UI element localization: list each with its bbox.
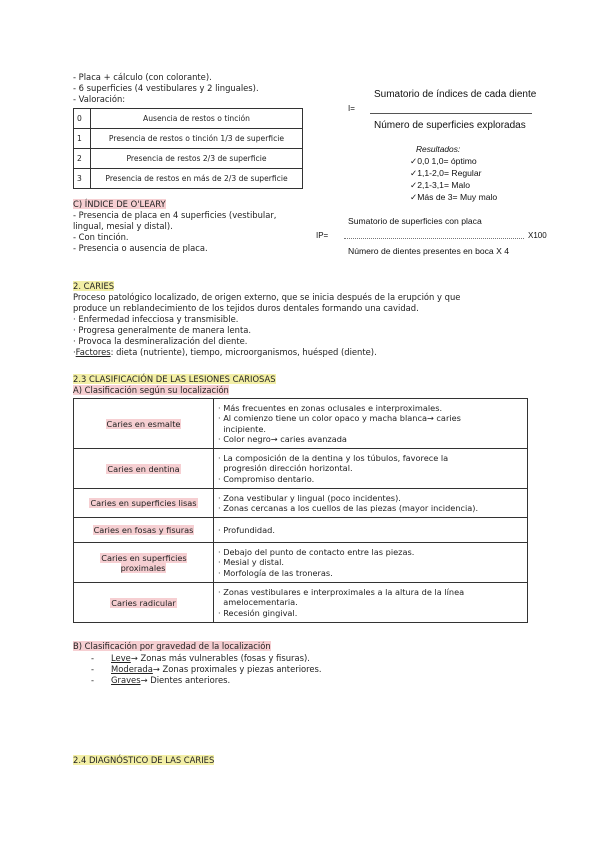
- caries-factors: ·Factores: dieta (nutriente), tiempo, microorganismos, huésped (diente).: [73, 347, 377, 357]
- table-row: [74, 489, 528, 518]
- table-row: [74, 129, 303, 149]
- oleary-line-3: - Con tinción.: [73, 232, 129, 242]
- description-cell: Presencia de restos en más de 2/3 de superficie: [91, 169, 303, 189]
- checkmark-icon: ✓: [410, 180, 418, 190]
- caries-description-cell: · Profundidad.: [214, 518, 528, 543]
- table-row: [74, 583, 528, 623]
- description-cell: Presencia de restos 2/3 de superficie: [91, 149, 303, 169]
- caries-para-line-2: produce un reblandecimiento de los tejidos duros dentales formando una cavidad.: [73, 303, 419, 313]
- formula-ip: [316, 214, 556, 264]
- results-title: Resultados:: [416, 144, 461, 154]
- fraction-bar: [344, 238, 524, 239]
- caries-para-line-1: Proceso patológico localizado, de origen externo, que se inicia después de la erupción y que: [73, 292, 461, 302]
- classification-sub-b: B) Clasificación por gravedad de la localización: [73, 641, 271, 651]
- description-cell: Ausencia de restos o tinción: [91, 109, 303, 129]
- caries-classification-table: [73, 398, 528, 623]
- oleary-line-2: lingual, mesial y distal).: [73, 221, 173, 231]
- classification-heading: 2.3 CLASIFICACIÓN DE LAS LESIONES CARIOSAS: [73, 374, 276, 384]
- gravity-item-graves: - Graves→ Dientes anteriores.: [91, 675, 231, 685]
- table-row: [74, 543, 528, 583]
- diagnosis-heading: 2.4 DIAGNÓSTICO DE LAS CARIES: [73, 755, 215, 765]
- results-box: [410, 144, 497, 203]
- table-row: [74, 518, 528, 543]
- valuation-table: [73, 108, 303, 189]
- caries-bullet-3: · Provoca la desmineralización del diente.: [73, 336, 248, 346]
- caries-description-cell: · La composición de la dentina y los túbulos, favorece la progresión dirección horizontal. · Compromiso dentario.: [214, 449, 528, 489]
- caries-description-cell: · Zonas vestibulares e interproximales a la altura de la línea amelocementaria. · Recesión gingival.: [214, 583, 528, 623]
- result-item: ✓0,0 1,0= óptimo: [410, 156, 477, 166]
- table-row: [74, 109, 303, 129]
- caries-heading: 2. CARIES: [73, 281, 115, 291]
- caries-bullet-2: · Progresa generalmente de manera lenta.: [73, 325, 252, 335]
- classification-sub-a: A) Clasificación según su localización: [73, 385, 229, 395]
- caries-type-cell: Caries en dentina: [74, 449, 214, 489]
- table-row: [74, 399, 528, 449]
- gravity-item-moderada: - Moderada→ Zonas proximales y piezas anteriores.: [91, 664, 322, 674]
- caries-type-cell: Caries en superficies proximales: [74, 543, 214, 583]
- value-cell: 3: [74, 169, 91, 189]
- intro-line-3: - Valoración:: [73, 94, 126, 104]
- caries-type-cell: Caries en esmalte: [74, 399, 214, 449]
- intro-line-2: - 6 superficies (4 vestibulares y 2 linguales).: [73, 83, 259, 93]
- formula-i-numerator: Sumatorio de índices de cada diente: [374, 89, 537, 100]
- formula-ip-factor: X100: [528, 231, 547, 240]
- gravity-item-leve: - Leve→ Zonas más vulnerables (fosas y fisuras).: [91, 653, 310, 663]
- caries-description-cell: · Zona vestibular y lingual (poco incidentes). · Zonas cercanas a los cuellos de las piezas (mayor incidencia).: [214, 489, 528, 518]
- result-item: ✓1,1-2,0= Regular: [410, 168, 482, 178]
- checkmark-icon: ✓: [410, 168, 418, 178]
- oleary-heading: C) ÍNDICE DE O'LEARY: [73, 199, 166, 209]
- oleary-line-4: - Presencia o ausencia de placa.: [73, 243, 208, 253]
- caries-description-cell: · Debajo del punto de contacto entre las piezas. · Mesial y distal. · Morfología de las troneras.: [214, 543, 528, 583]
- caries-type-cell: Caries en superficies lisas: [74, 489, 214, 518]
- formula-i-denominator: Número de superficies exploradas: [374, 120, 526, 131]
- description-cell: Presencia de restos o tinción 1/3 de superficie: [91, 129, 303, 149]
- caries-type-cell: Caries radicular: [74, 583, 214, 623]
- formula-ip-numerator: Sumatorio de superficies con placa: [348, 216, 482, 226]
- formula-ip-lhs: IP=: [316, 231, 329, 240]
- oleary-line-1: - Presencia de placa en 4 superficies (vestibular,: [73, 210, 277, 220]
- intro-line-1: - Placa + cálculo (con colorante).: [73, 72, 212, 82]
- value-cell: 1: [74, 129, 91, 149]
- formula-ip-denominator: Número de dientes presentes en boca X 4: [348, 246, 509, 256]
- table-row: [74, 449, 528, 489]
- result-item: ✓Más de 3= Muy malo: [410, 192, 498, 202]
- fraction-bar: [370, 113, 532, 114]
- checkmark-icon: ✓: [410, 156, 418, 166]
- value-cell: 0: [74, 109, 91, 129]
- caries-bullet-1: · Enfermedad infecciosa y transmisible.: [73, 314, 239, 324]
- result-item: ✓2,1-3,1= Malo: [410, 180, 470, 190]
- value-cell: 2: [74, 149, 91, 169]
- table-row: [74, 149, 303, 169]
- table-row: [74, 169, 303, 189]
- formula-i-lhs: I=: [348, 104, 355, 113]
- caries-description-cell: · Más frecuentes en zonas oclusales e interproximales. · Al comienzo tiene un color opaco y macha blanca→ caries incipiente. · Color negro→ caries avanzada: [214, 399, 528, 449]
- formula-i: [348, 86, 538, 136]
- checkmark-icon: ✓: [410, 192, 418, 202]
- caries-type-cell: Caries en fosas y fisuras: [74, 518, 214, 543]
